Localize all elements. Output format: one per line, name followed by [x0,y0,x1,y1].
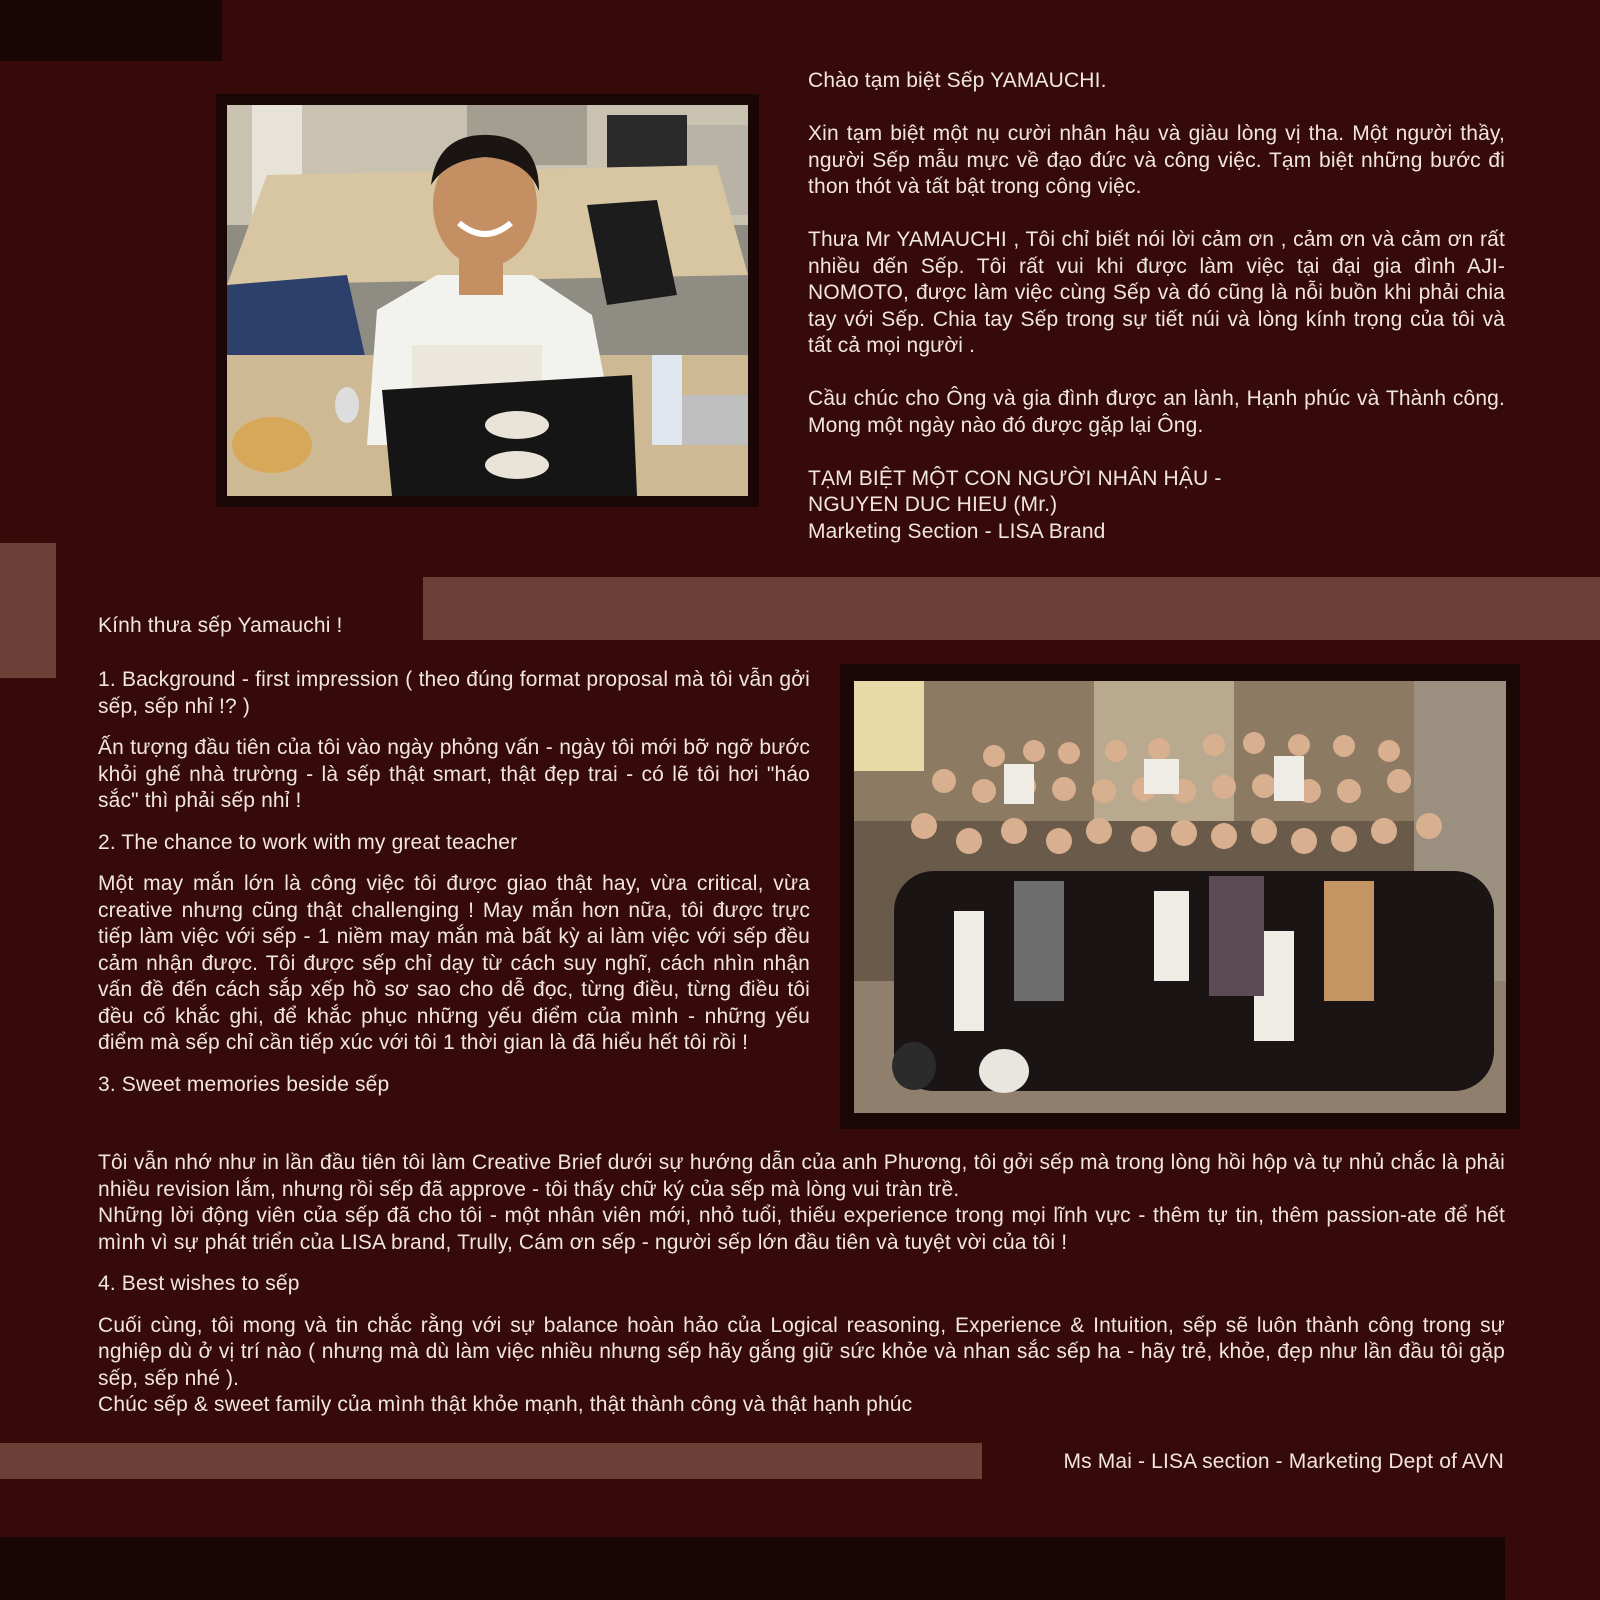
letter2-left-column [98,667,810,1098]
portrait-photo [227,105,748,496]
section-3-body-b: Những lời động viên của sếp đã cho tôi - một nhân viên mới, nhỏ tuổi, thiếu experience trong mọi lĩnh vực - thêm tự tin, thêm passion-ate để hết mình vì sự phát triển của LISA brand, Trully, Cám ơn sếp - người sếp lớn đầu tiên và tuyệt vời của tôi ! [98,1204,1505,1254]
section-3-heading: 3. Sweet memories beside sếp [98,1072,390,1096]
signature-band [0,1443,982,1479]
letter1-paragraph-1: Xin tạm biệt một nụ cười nhân hậu và giàu lòng vị tha. Một người thầy, người Sếp mẫu mực về đạo đức và công việc. Tạm biệt những bước đi thon thót và tất bật trong công việc. [808,122,1505,198]
letter-mr-hieu [808,68,1505,545]
letter1-closing-line-1: TẠM BIỆT MỘT CON NGƯỜI NHÂN HẬU - [808,466,1222,490]
group-photo [854,681,1506,1113]
section-1-heading: 1. Background - first impression ( theo đúng format proposal mà tôi vẫn gởi sếp, sếp nhỉ !? ) [98,668,810,718]
letter1-greeting: Chào tạm biệt Sếp YAMAUCHI. [808,69,1107,92]
section-4-body-a: Cuối cùng, tôi mong và tin chắc rằng với sự balance hoàn hảo của Logical reasoning, Experience & Intuition, sếp sẽ luôn thành công trong sự nghiệp dù ở vị trí nào ( nhưng mà dù làm việc nhiều nhưng sếp hãy gắng giữ sức khỏe và nhan sắc sếp ha - hãy trẻ, khỏe, đẹp như lần đầu tôi gặp sếp, sếp nhé ). [98,1313,1505,1390]
bottom-dark-band [0,1537,1505,1600]
section-1-body: Ấn tượng đầu tiên của tôi vào ngày phỏng vấn - ngày tôi mới bỡ ngỡ bước khỏi ghế nhà trường - là sếp thật smart, thật đẹp trai - có lẽ tôi hơi "háo sắc" thì phải sếp nhỉ ! [98,736,810,812]
letter1-paragraph-3: Cầu chúc cho Ông và gia đình được an lành, Hạnh phúc và Thành công. Mong một ngày nào đó được gặp lại Ông. [808,387,1505,437]
letter2-greeting-text: Kính thưa sếp Yamauchi ! [98,614,343,637]
section-3-body-a: Tôi vẫn nhớ như in lần đầu tiên tôi làm Creative Brief dưới sự hướng dẫn của anh Phương, tôi gởi sếp mà trong lòng hồi hộp và tự nhủ chắc là phải nhiều revision lắm, nhưng rồi sếp đã approve - tôi thấy chữ ký của sếp mà lòng vui tràn trề. [98,1151,1505,1201]
letter1-author: NGUYEN DUC HIEU (Mr.) [808,493,1058,516]
header-band-right [423,577,1600,640]
section-4-body-b: Chúc sếp & sweet family của mình thật khỏe mạnh, thật thành công và thật hạnh phúc [98,1393,913,1416]
section-4-heading: 4. Best wishes to sếp [98,1272,300,1295]
section-2-body: Một may mắn lớn là công việc tôi được giao thật hay, vừa critical, vừa creative nhưng cũng thật challenging ! May mắn hơn nữa, tôi được trực tiếp làm việc với sếp - 1 niềm may mắn mà bất kỳ ai làm việc với sếp đều cảm nhận được. Tôi được sếp chỉ dạy từ cách suy nghĩ, cách nhìn nhận vấn đề đến cách sắp xếp hồ sơ sao cho dễ đọc, từng điều, từng điều tôi đều cố khắc ghi, để khắc phục những yếu điểm của mình - những yếu điểm mà sếp chỉ cần tiếp xúc với tôi 1 thời gian là đã hiểu hết tôi rồi ! [98,872,810,1054]
letter1-paragraph-2: Thưa Mr YAMAUCHI , Tôi chỉ biết nói lời cảm ơn , cảm ơn và cảm ơn rất nhiều đến Sếp. Tôi rất vui khi được làm việc tại đại gia đình AJI-NOMOTO, được làm việc cùng Sếp và đó cũng là nỗi buồn khi phải chia tay với Sếp. Chia tay Sếp trong sự tiết núi và lòng kính trọng của tôi và tất cả mọi người . [808,228,1505,357]
letter2-signature [990,1449,1504,1476]
section-2-heading: 2. The chance to work with my great teacher [98,830,518,854]
letter1-department: Marketing Section - LISA Brand [808,519,1106,543]
left-accent-band [0,543,56,678]
signature-text: Ms Mai - LISA section - Marketing Dept of AVN [1063,1450,1504,1473]
letter2-full-width [98,1150,1505,1419]
top-left-dark-band [0,0,222,61]
letter2-greeting [98,613,428,640]
